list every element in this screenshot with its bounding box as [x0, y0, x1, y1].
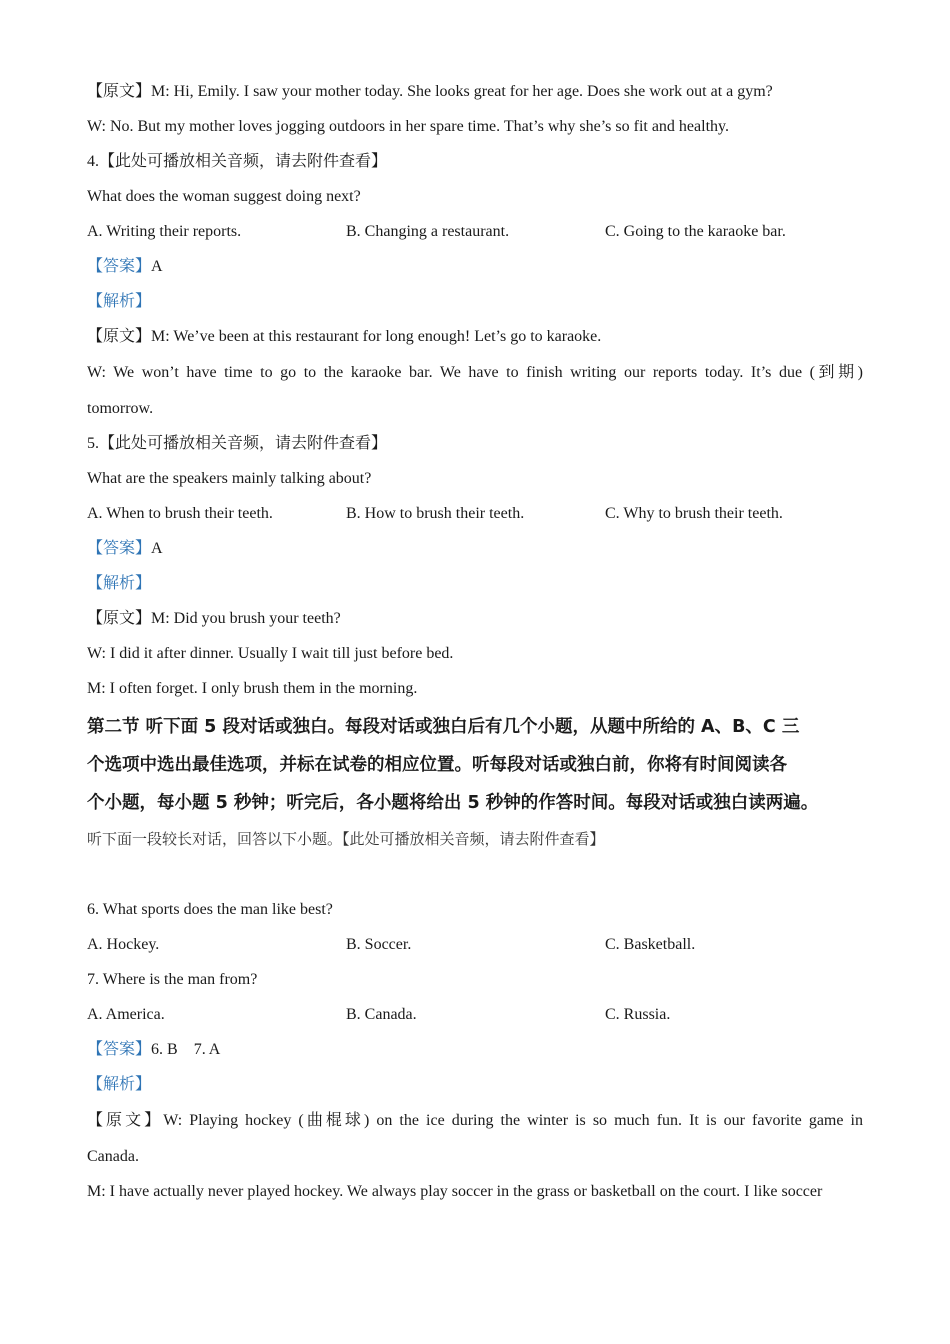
transcript-line: W: We won’t have time to go to the karaoke bar. We have to finish writing our reports today. It’s due (到期)	[87, 364, 863, 381]
question-5-header: 5.【此处可播放相关音频，请去附件查看】	[87, 435, 388, 452]
option-a: A. When to brush their teeth.	[87, 505, 273, 522]
transcript-line: Canada.	[87, 1148, 139, 1165]
transcript-line: 【原文】M: We’ve been at this restaurant for long enough! Let’s go to karaoke.	[87, 328, 602, 345]
section-title-line: 个小题，每小题 5 秒钟；听完后，各小题将给出 5 秒钟的作答时间。每段对话或独白读两遍。	[87, 793, 819, 813]
question-4-options	[87, 214, 863, 249]
option-c: C. Why to brush their teeth.	[605, 505, 783, 522]
transcript-line: W: No. But my mother loves jogging outdoors in her spare time. That’s why she’s so fit and healthy.	[87, 118, 729, 135]
option-a: A. Writing their reports.	[87, 223, 242, 240]
answer-value: A	[151, 258, 163, 275]
option-c: C. Going to the karaoke bar.	[605, 223, 786, 240]
answer-label: 【答案】	[87, 258, 152, 275]
answer-label: 【答案】	[87, 1041, 152, 1058]
analysis-label: 【解析】	[87, 293, 152, 310]
transcript-line: W: I did it after dinner. Usually I wait till just before bed.	[87, 645, 454, 662]
section-title-line: 个选项中选出最佳选项，并标在试卷的相应位置。听每段对话或独白前，你将有时间阅读各	[87, 755, 787, 775]
question-4-header: 4.【此处可播放相关音频，请去附件查看】	[87, 153, 388, 170]
question-6-text: 6. What sports does the man like best?	[87, 901, 333, 918]
option-c: C. Basketball.	[605, 936, 696, 953]
question-5-text: What are the speakers mainly talking about?	[87, 470, 372, 487]
transcript-line: M: I have actually never played hockey. We always play soccer in the grass or basketball on the court. I like soccer	[87, 1183, 823, 1200]
question-6-options	[87, 927, 863, 962]
transcript-line: 【原文】M: Hi, Emily. I saw your mother today. She looks great for her age. Does she work out at a gym?	[87, 83, 773, 100]
option-b: B. Canada.	[346, 1006, 417, 1023]
answer-line	[87, 249, 863, 284]
section-intro: 听下面一段较长对话，回答以下小题。【此处可播放相关音频，请去附件查看】	[87, 830, 605, 848]
transcript-line: 【原文】M: Did you brush your teeth?	[87, 610, 341, 627]
section-title	[87, 708, 863, 822]
analysis-label: 【解析】	[87, 1076, 152, 1093]
answer-line	[87, 1032, 863, 1067]
transcript-line: M: I often forget. I only brush them in the morning.	[87, 680, 418, 697]
question-4-text: What does the woman suggest doing next?	[87, 188, 361, 205]
section-title-line: 第二节 听下面 5 段对话或独白。每段对话或独白后有几个小题，从题中所给的 A、B、C 三	[87, 717, 800, 737]
transcript-line: 【原文】W: Playing hockey (曲棍球) on the ice during the winter is so much fun. It is our favorite game in	[87, 1112, 863, 1129]
transcript-line: tomorrow.	[87, 400, 154, 417]
option-b: B. Soccer.	[346, 936, 412, 953]
answer-value: 6. B 7. A	[151, 1041, 221, 1058]
answer-line	[87, 531, 863, 566]
document-page	[87, 74, 863, 1209]
option-b: B. Changing a restaurant.	[346, 223, 510, 240]
question-7-options	[87, 997, 863, 1032]
analysis-label: 【解析】	[87, 575, 152, 592]
question-5-options	[87, 496, 863, 531]
option-a: A. Hockey.	[87, 936, 160, 953]
option-a: A. America.	[87, 1006, 165, 1023]
answer-value: A	[151, 540, 163, 557]
option-b: B. How to brush their teeth.	[346, 505, 525, 522]
option-c: C. Russia.	[605, 1006, 671, 1023]
question-7-text: 7. Where is the man from?	[87, 971, 258, 988]
answer-label: 【答案】	[87, 540, 152, 557]
